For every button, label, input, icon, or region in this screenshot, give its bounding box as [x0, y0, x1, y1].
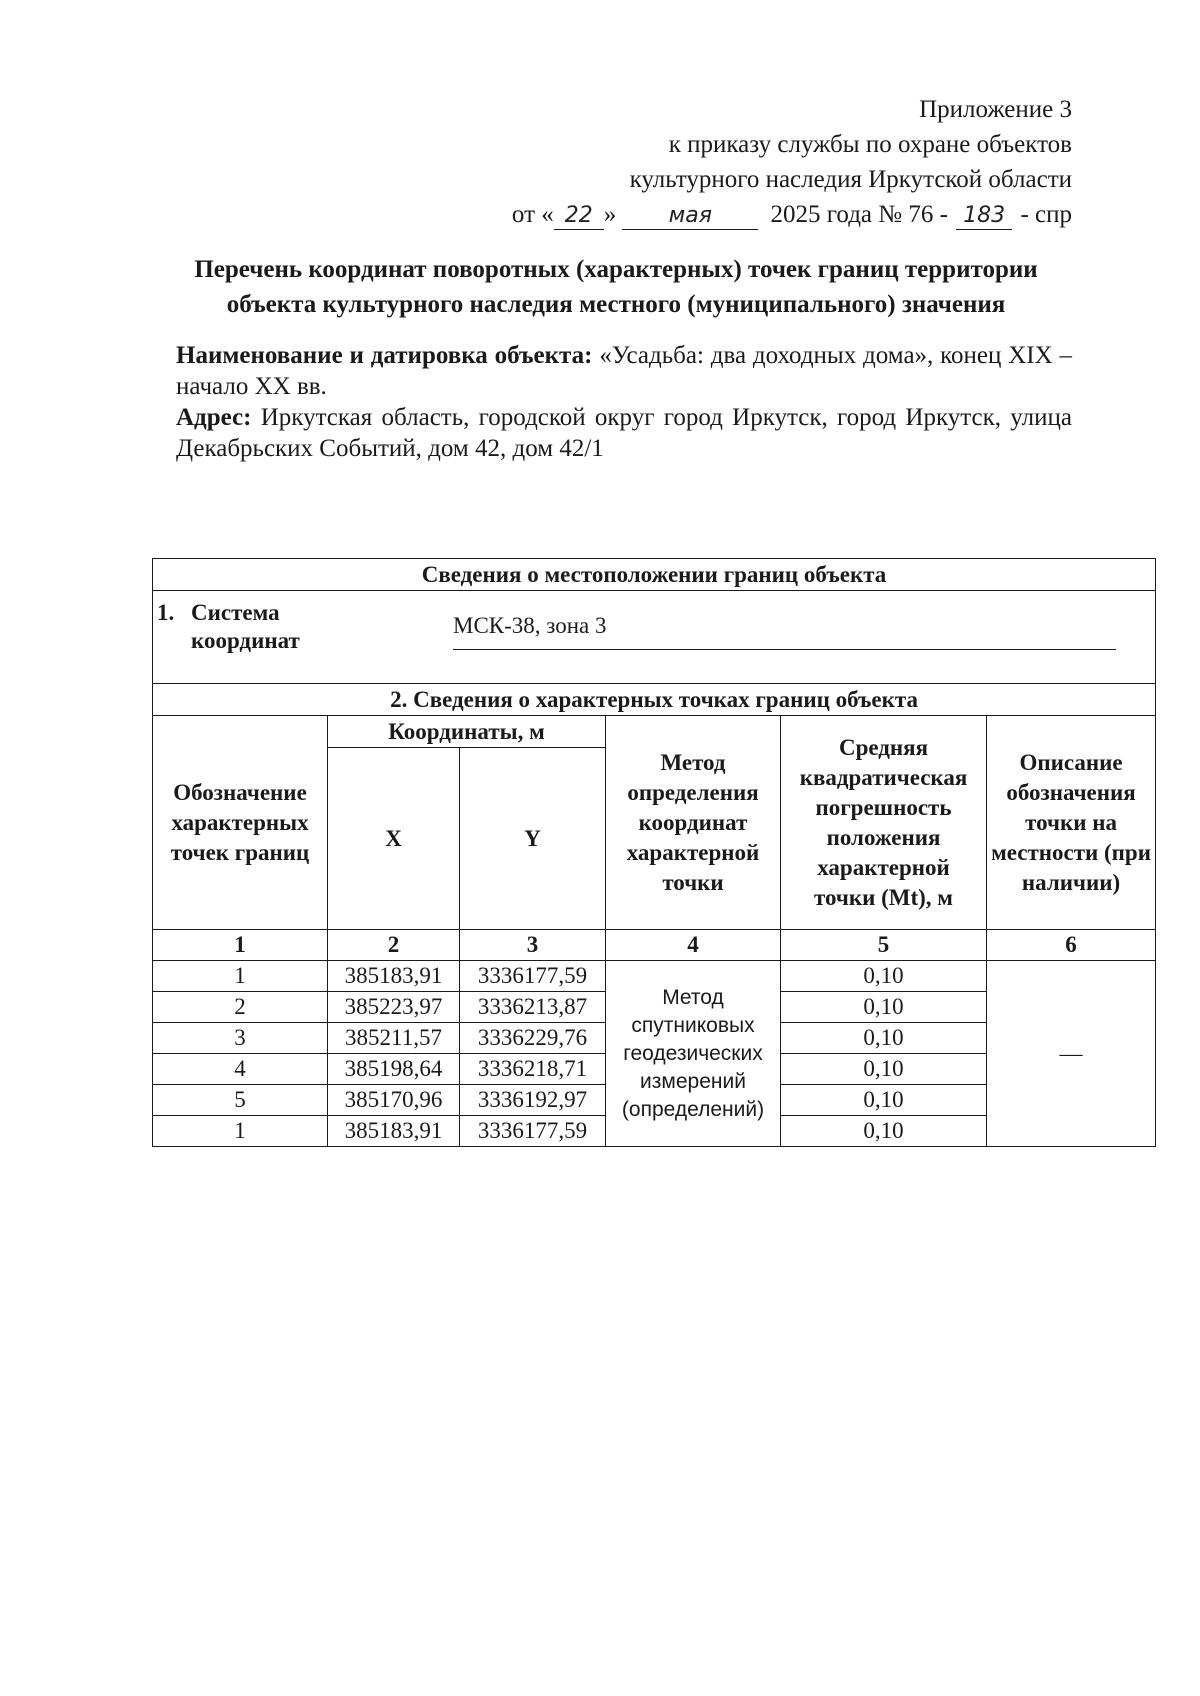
column-number: 6 [987, 930, 1156, 961]
date-prefix: от « [511, 201, 554, 228]
method-cell: Метод спутниковых геодезических измерений (определений) [606, 961, 781, 1147]
handwritten-order-number: 183 [956, 203, 1012, 230]
section-2-title: 2. Сведения о характерных точках границ объекта [153, 684, 1156, 716]
date-year: 2025 года № 76 - [770, 201, 948, 228]
point-error: 0,10 [781, 1116, 987, 1147]
coordinate-system-label [157, 599, 300, 655]
col-header-error: Средняя квадратическая погрешность положения характерной точки (Mt), м [781, 716, 987, 930]
column-numbers-row [153, 930, 1156, 961]
point-y: 3336218,71 [460, 1054, 606, 1085]
column-number: 1 [153, 930, 328, 961]
date-quote-close: » [603, 201, 617, 228]
order-suffix: - спр [1020, 201, 1072, 228]
appendix-header [372, 92, 1072, 232]
column-number: 3 [460, 930, 606, 961]
title-line-1: Перечень координат поворотных (характерных) точек границ территории [194, 256, 1038, 283]
object-description [176, 340, 1072, 464]
object-address-value: Иркутская область, городской округ город Иркутск, город Иркутск, улица Декабрьских Событий, дом 42, дом 42/1 [176, 404, 1073, 462]
point-x: 385183,91 [328, 961, 460, 992]
boundary-points-table [152, 558, 1156, 1147]
point-error: 0,10 [781, 1085, 987, 1116]
point-y: 3336213,87 [460, 992, 606, 1023]
point-x: 385211,57 [328, 1023, 460, 1054]
point-x: 385183,91 [328, 1116, 460, 1147]
col-header-method: Метод определения координат характерной точки [606, 716, 781, 930]
handwritten-day: 22 [554, 203, 604, 230]
point-number: 3 [153, 1023, 328, 1054]
point-number: 4 [153, 1054, 328, 1085]
point-number: 5 [153, 1085, 328, 1116]
point-y: 3336229,76 [460, 1023, 606, 1054]
point-error: 0,10 [781, 1054, 987, 1085]
coordinate-system-value: МСК-38, зона 3 [453, 611, 1116, 650]
point-x: 385223,97 [328, 992, 460, 1023]
col-header-y: Y [460, 748, 606, 930]
column-number: 2 [328, 930, 460, 961]
col-header-designation: Обозначение характерных точек границ [153, 716, 328, 930]
object-address [176, 402, 1072, 464]
column-number: 5 [781, 930, 987, 961]
point-number: 1 [153, 961, 328, 992]
document-title [160, 252, 1072, 322]
point-x: 385170,96 [328, 1085, 460, 1116]
order-reference: к приказу службы по охране объектов [668, 131, 1072, 158]
object-name-label: Наименование и датировка объекта: [176, 342, 593, 369]
object-name-value: «Усадьба: два доходных дома», конец XIX – начало XX вв. [176, 342, 1073, 400]
point-number: 1 [153, 1116, 328, 1147]
column-number: 4 [606, 930, 781, 961]
title-line-2: объекта культурного наследия местного (муниципального) значения [226, 291, 1006, 318]
order-date-line [372, 197, 1072, 232]
point-error: 0,10 [781, 1023, 987, 1054]
coordinate-system-cell [153, 591, 1156, 684]
section-1-title: Сведения о местоположении границ объекта [153, 559, 1156, 591]
col-header-description: Описание обозначения точки на местности (при наличии) [987, 716, 1156, 930]
point-number: 2 [153, 992, 328, 1023]
point-error: 0,10 [781, 992, 987, 1023]
coordinate-system-label-2: координат [191, 628, 300, 653]
coordinate-system-number: 1. [157, 600, 175, 625]
coordinate-system-label-1: Система [191, 600, 280, 625]
point-y: 3336192,97 [460, 1085, 606, 1116]
object-address-label: Адрес: [176, 404, 252, 431]
table-row [153, 961, 1156, 992]
point-error: 0,10 [781, 961, 987, 992]
col-header-x: X [328, 748, 460, 930]
object-name [176, 340, 1072, 402]
order-authority: культурного наследия Иркутской области [629, 166, 1072, 193]
point-x: 385198,64 [328, 1054, 460, 1085]
appendix-title: Приложение 3 [919, 96, 1072, 123]
point-y: 3336177,59 [460, 961, 606, 992]
point-y: 3336177,59 [460, 1116, 606, 1147]
description-cell: — [987, 961, 1156, 1147]
col-header-coordinates: Координаты, м [328, 716, 606, 748]
handwritten-month: мая [622, 203, 758, 230]
